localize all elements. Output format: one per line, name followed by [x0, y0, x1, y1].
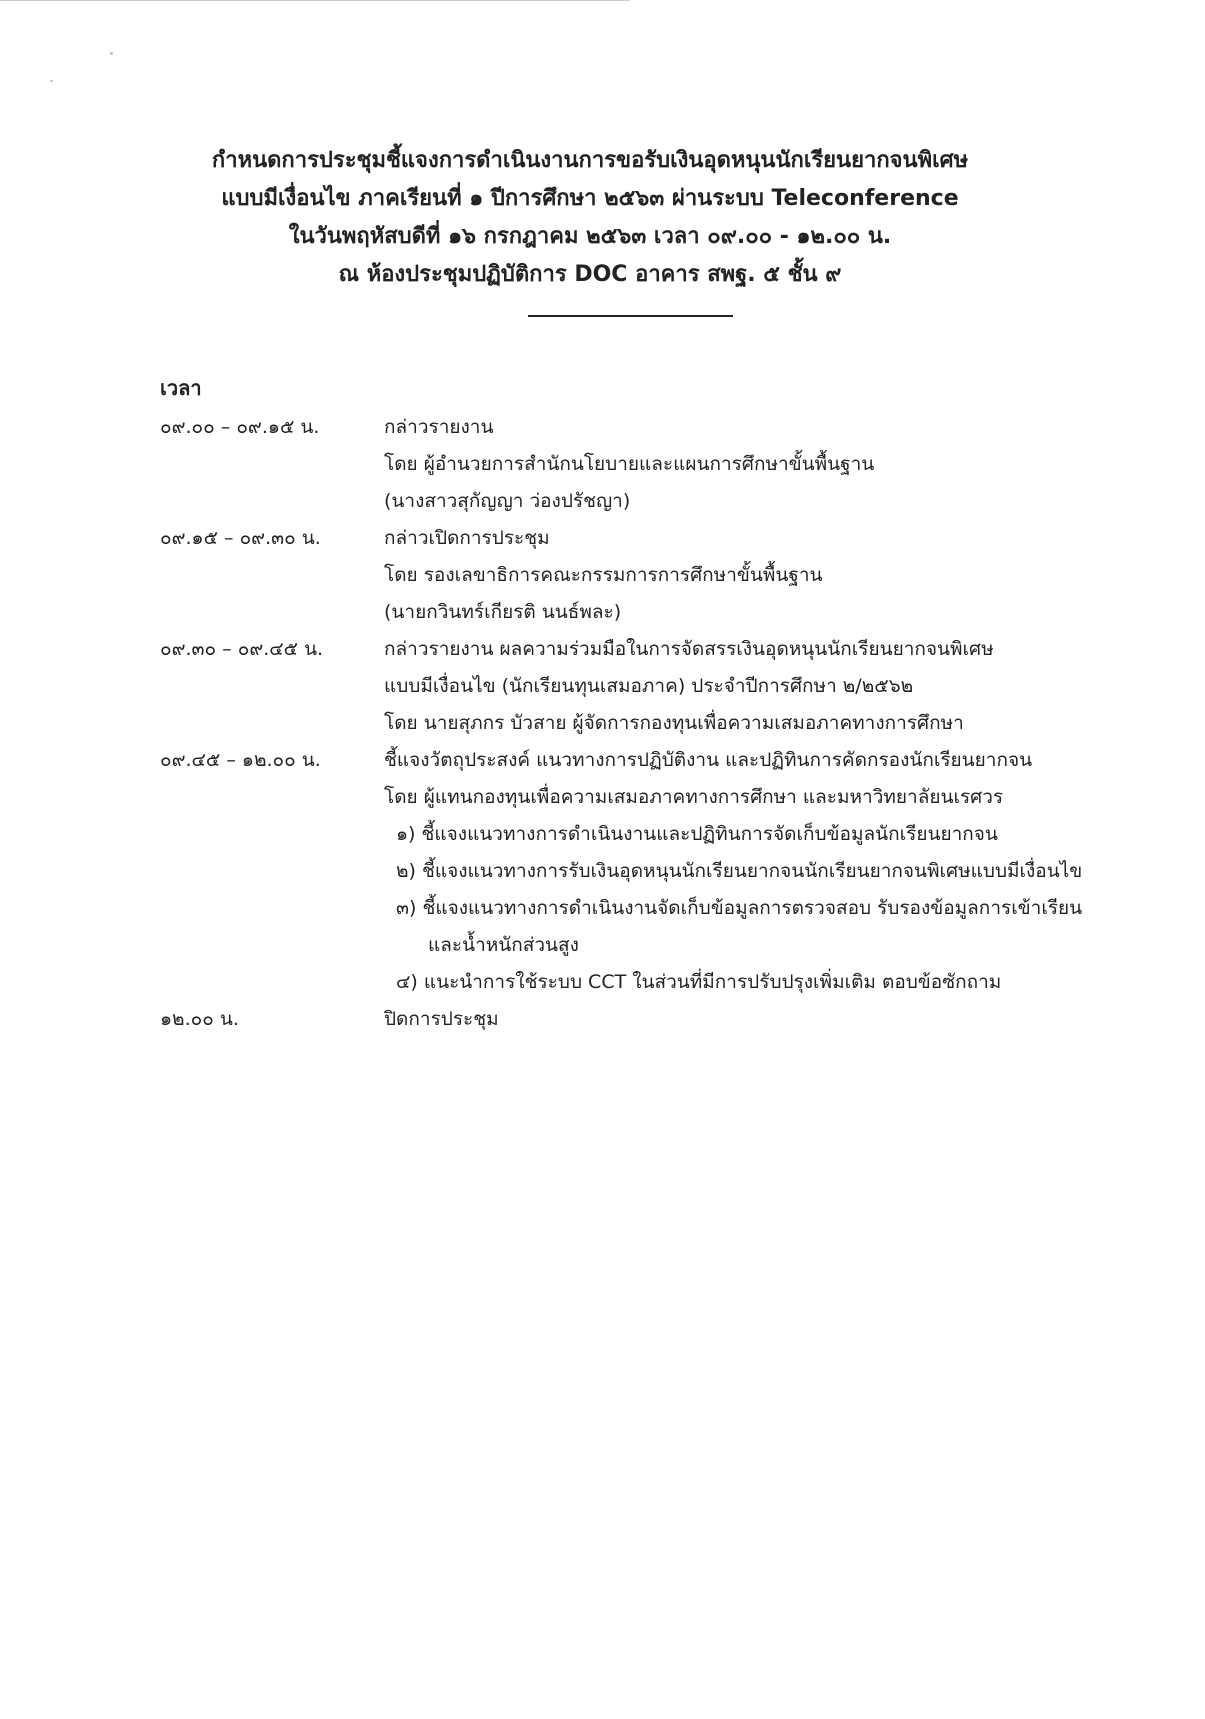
scan-speck [50, 80, 53, 82]
agenda-time: ๐๙.๔๕ – ๑๒.๐๐ น. [160, 749, 321, 771]
agenda-line: โดย ผู้แทนกองทุนเพื่อความเสมอภาคทางการศึกษา และมหาวิทยาลัยนเรศวร [384, 786, 1004, 808]
agenda-time: ๐๙.๐๐ – ๐๙.๑๕ น. [160, 416, 320, 438]
agenda-line: (นางสาวสุกัญญา ว่องปรัชญา) [384, 490, 631, 512]
agenda-row [160, 631, 1100, 742]
agenda-details [384, 742, 1100, 1001]
agenda-subitem-continuation: และน้ำหนักส่วนสูง [428, 934, 579, 956]
header-line: กำหนดการประชุมชี้แจงการดำเนินงานการขอรับเงินอุดหนุนนักเรียนยากจนพิเศษ [211, 148, 969, 173]
agenda-subitem: ๑) ชี้แจงแนวทางการดำเนินงานและปฏิทินการจัดเก็บข้อมูลนักเรียนยากจน [396, 823, 998, 845]
scan-speck [110, 52, 113, 55]
agenda-details [384, 520, 1100, 631]
agenda-list [160, 409, 1100, 1038]
agenda-time: ๑๒.๐๐ น. [160, 1008, 239, 1030]
header-divider [528, 315, 733, 317]
agenda-subitem: ๔) แนะนำการใช้ระบบ CCT ในส่วนที่มีการปรับปรุงเพิ่มเติม ตอบข้อซักถาม [396, 971, 1002, 993]
agenda-details [384, 1001, 1100, 1038]
agenda-line: โดย ผู้อำนวยการสำนักนโยบายและแผนการศึกษาขั้นพื้นฐาน [384, 453, 875, 475]
agenda-row [160, 1001, 1100, 1038]
time-column-header: เวลา [160, 376, 202, 400]
header-line: ณ ห้องประชุมปฏิบัติการ DOC อาคาร สพฐ. ๕ ชั้น ๙ [338, 262, 842, 287]
agenda-line: ปิดการประชุม [384, 1008, 499, 1030]
agenda-time: ๐๙.๑๕ – ๐๙.๓๐ น. [160, 527, 321, 549]
agenda-subitem: ๒) ชี้แจงแนวทางการรับเงินอุดหนุนนักเรียนยากจนนักเรียนยากจนพิเศษแบบมีเงื่อนไข [396, 860, 1083, 882]
agenda-line: ชี้แจงวัตถุประสงค์ แนวทางการปฏิบัติงาน และปฏิทินการคัดกรองนักเรียนยากจน [384, 749, 1033, 771]
agenda-row [160, 742, 1100, 1001]
scan-top-edge [0, 0, 630, 1]
agenda-subitem: ๓) ชี้แจงแนวทางการดำเนินงานจัดเก็บข้อมูลการตรวจสอบ รับรองข้อมูลการเข้าเรียน [396, 897, 1083, 919]
agenda-line: โดย นายสุภกร บัวสาย ผู้จัดการกองทุนเพื่อความเสมอภาคทางการศึกษา [384, 712, 964, 734]
agenda-details [384, 631, 1100, 742]
agenda-line: โดย รองเลขาธิการคณะกรรมการการศึกษาขั้นพื้นฐาน [384, 564, 823, 586]
agenda-row [160, 520, 1100, 631]
agenda-line: กล่าวรายงาน [384, 416, 494, 438]
agenda-line: กล่าวเปิดการประชุม [384, 527, 550, 549]
header-line: แบบมีเงื่อนไข ภาคเรียนที่ ๑ ปีการศึกษา ๒๕๖๓ ผ่านระบบ Teleconference [221, 186, 959, 211]
agenda-line: (นายกวินทร์เกียรติ นนธ์พละ) [384, 601, 622, 623]
agenda-row [160, 409, 1100, 520]
document-header [150, 142, 1030, 294]
agenda-line: แบบมีเงื่อนไข (นักเรียนทุนเสมอภาค) ประจำปีการศึกษา ๒/๒๕๖๒ [384, 675, 914, 697]
header-line: ในวันพฤหัสบดีที่ ๑๖ กรกฎาคม ๒๕๖๓ เวลา ๐๙.๐๐ - ๑๒.๐๐ น. [288, 224, 892, 249]
agenda-line: กล่าวรายงาน ผลความร่วมมือในการจัดสรรเงินอุดหนุนนักเรียนยากจนพิเศษ [384, 638, 994, 660]
agenda-details [384, 409, 1100, 520]
agenda-time: ๐๙.๓๐ – ๐๙.๔๕ น. [160, 638, 324, 660]
